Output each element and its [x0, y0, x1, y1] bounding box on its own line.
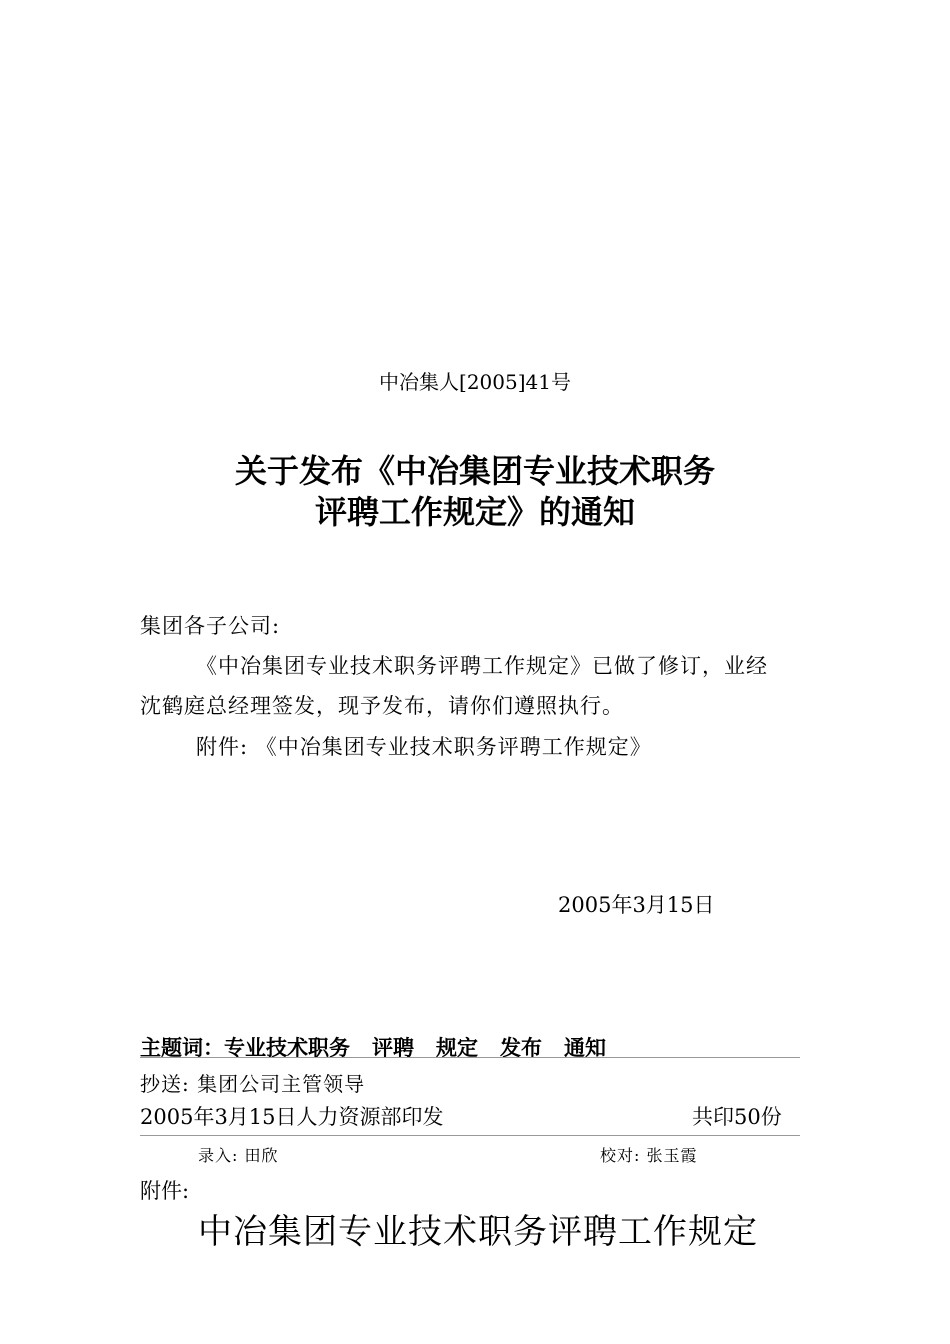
attachment-reference: 附件: 《中冶集团专业技术职务评聘工作规定》 — [196, 735, 652, 759]
entry-clerk: 录入: 田欣 — [198, 1146, 279, 1165]
keyword: 通知 — [564, 1036, 606, 1060]
keyword: 发布 — [500, 1036, 542, 1060]
attachment-label: 附件: — [140, 1179, 190, 1203]
document-number: 中冶集人[2005]41号 — [379, 370, 571, 394]
keyword: 评聘 — [372, 1036, 414, 1060]
divider — [140, 1057, 800, 1058]
attachment-title: 中冶集团专业技术职务评聘工作规定 — [198, 1212, 758, 1252]
body-paragraph-line-1: 《中冶集团专业技术职务评聘工作规定》已做了修订，业经 — [196, 654, 768, 678]
salutation: 集团各子公司: — [140, 614, 281, 638]
keyword: 专业技术职务 — [224, 1036, 350, 1060]
proofreader: 校对: 张玉霞 — [600, 1146, 698, 1165]
issued-by: 2005年3月15日人力资源部印发 — [140, 1105, 444, 1129]
keyword: 规定 — [436, 1036, 478, 1060]
issue-date: 2005年3月15日 — [558, 893, 715, 917]
copy-count: 共印50份 — [692, 1105, 782, 1129]
cc-line: 抄送: 集团公司主管领导 — [140, 1072, 366, 1096]
notice-title-line-2: 评聘工作规定》的通知 — [314, 493, 635, 531]
body-paragraph-line-2: 沈鹤庭总经理签发，现予发布，请你们遵照执行。 — [140, 694, 624, 718]
subject-label: 主题词： — [140, 1036, 224, 1060]
divider — [140, 1135, 800, 1136]
notice-title-line-1: 关于发布《中冶集团专业技术职务 — [234, 452, 715, 490]
